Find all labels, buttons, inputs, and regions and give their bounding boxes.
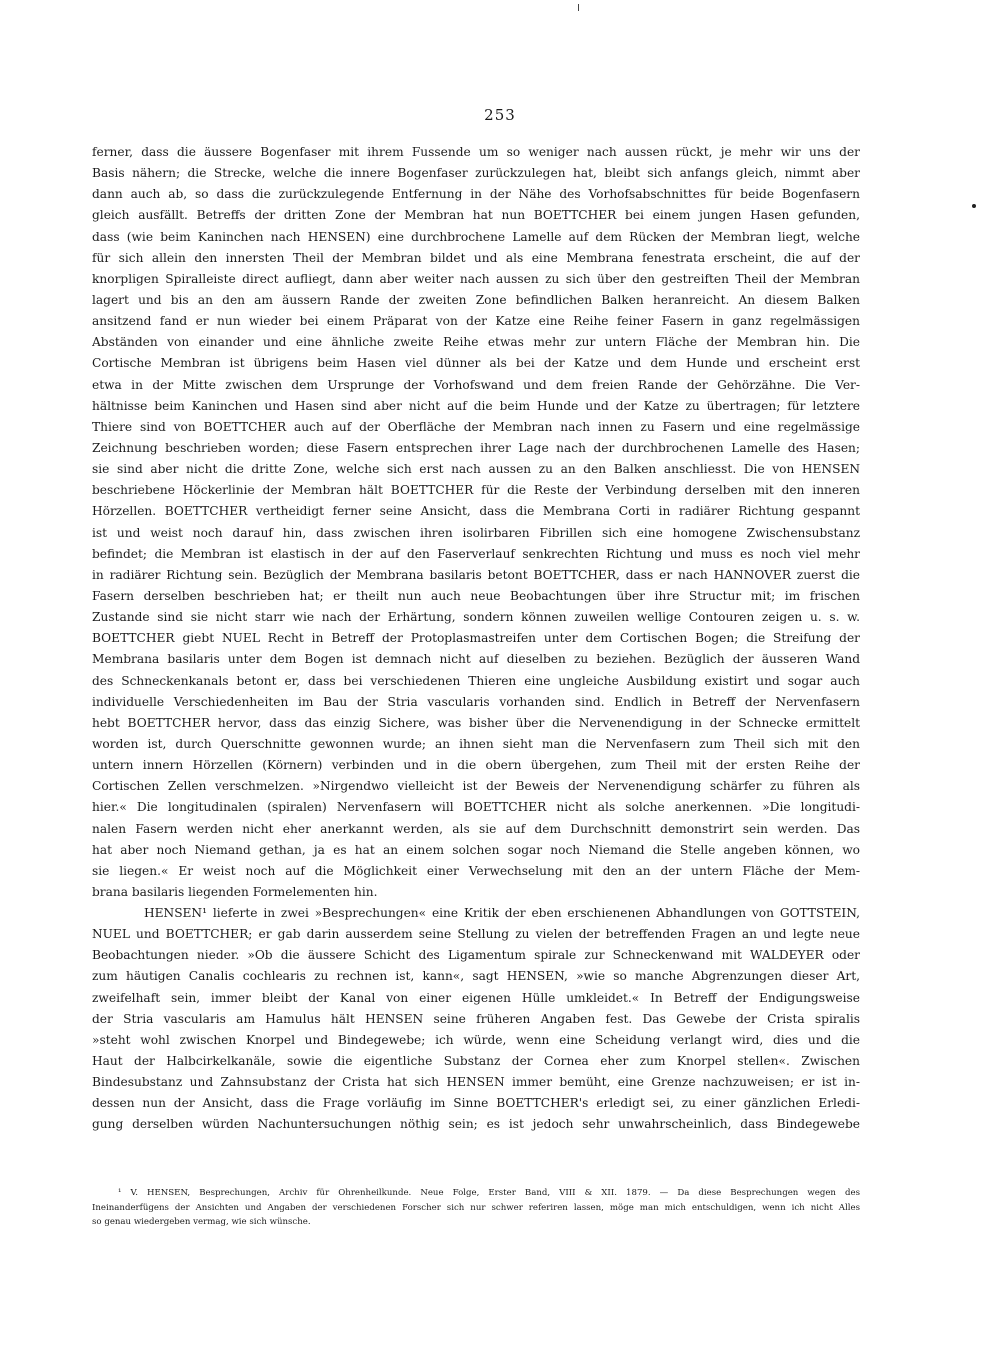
text-line: des Schneckenkanals betont er, dass bei verschiedenen Thieren eine ungleiche Ausbildung existirt und sogar auch <box>92 673 860 688</box>
text-line: worden ist, durch Querschnitte gewonnen wurde; an ihnen sieht man die Nervenfasern zum Theil sich mit den <box>92 736 860 751</box>
text-line: Basis nähern; die Strecke, welche die innere Bogenfaser zurückzulegen hat, bleibt sich anfangs gleich, nimmt aber <box>92 166 860 181</box>
text-line: Zustande sind sie nicht starr wie nach der Erhärtung, sondern können zuweilen wellige Contouren zeigen u. s. w. <box>92 610 860 625</box>
text-line: dass (wie beim Kaninchen nach HENSEN) eine durchbrochene Lamelle auf dem Rücken der Membran liegt, welche <box>92 229 860 244</box>
text-line: sie liegen.« Er weist noch auf die Möglichkeit einer Verwechselung mit den an der untern Fläche der Mem- <box>92 863 860 878</box>
text-line: Hörzellen. BOETTCHER vertheidigt ferner seine Ansicht, dass die Membrana Corti in radiärer Richtung gespannt <box>92 504 860 519</box>
footnote-line: Ineinanderfügens der Ansichten und Angaben der verschiedenen Forscher sich nur schwer referiren lassen, möge man mich entschuldigen, wenn ich nicht Alles <box>92 1202 860 1213</box>
page-number: 253 <box>484 106 516 124</box>
text-line: individuelle Verschiedenheiten im Bau der Stria vascularis vorhanden sind. Endlich in Betreff der Nervenfasern <box>92 694 860 709</box>
text-line: »steht wohl zwischen Knorpel und Bindegewebe; ich würde, wenn eine Scheidung verlangt wird, dies und die <box>92 1032 860 1047</box>
text-line: hier.« Die longitudinalen (spiralen) Nervenfasern will BOETTCHER nicht als solche anerkennen. »Die longitudi- <box>92 800 860 815</box>
text-line: zweifelhaft sein, immer bleibt der Kanal von einer eigenen Hülle umkleidet.« In Betreff der Endigungsweise <box>92 990 860 1005</box>
text-line: Beobachtungen nieder. »Ob die äussere Schicht des Ligamentum spirale zur Schneckenwand mit WALDEYER oder <box>92 948 860 963</box>
text-line: Bindesubstanz und Zahnsubstanz der Crista hat sich HENSEN immer bemüht, eine Grenze nachzuweisen; er ist in- <box>92 1075 860 1090</box>
text-line: zum häutigen Canalis cochlearis zu rechnen ist, kann«, sagt HENSEN, »wie so manche Abgrenzungen dieser Art, <box>92 969 860 984</box>
text-line: ferner, dass die äussere Bogenfaser mit ihrem Fussende um so weniger nach aussen rückt, je mehr wir uns der <box>92 145 860 159</box>
text-line: knorpligen Spiralleiste direct aufliegt, dann aber weiter nach aussen zu sich über den gestreiften Theil der Membran <box>92 271 860 286</box>
margin-dot <box>972 204 976 208</box>
text-line: Abständen von einander und eine ähnliche zweite Reihe etwas mehr zur untern Fläche der Membran hin. Die <box>92 335 860 350</box>
text-line: nalen Fasern werden nicht eher anerkannt werden, als sie auf dem Durchschnitt demonstrirt sein werden. Das <box>92 821 860 836</box>
text-line: beschriebene Höckerlinie der Membran hält BOETTCHER für die Reste der Verbindung derselben mit den inneren <box>92 483 860 498</box>
footnote-line: ¹ V. HENSEN, Besprechungen, Archiv für Ohrenheilkunde. Neue Folge, Erster Band, VIII & XII. 1879. — Da diese Besprechungen wegen des <box>118 1188 860 1198</box>
text-line: für sich allein den innersten Theil der Membran bildet und als eine Membrana fenestrata erscheint, die auf der <box>92 250 860 265</box>
text-line: Fasern derselben beschrieben hat; er theilt nun auch neue Beobachtungen über ihre Structur mit; im frischen <box>92 588 860 603</box>
body-text <box>92 142 860 1136</box>
text-line: gleich ausfällt. Betreffs der dritten Zone der Membran hat nun BOETTCHER bei einem jungen Hasen gefunden, <box>92 208 860 223</box>
text-line: lagert und bis an den am äussern Rande der zweiten Zone befindlichen Balken heranreicht. An diesem Balken <box>92 292 860 307</box>
text-line: ansitzend fand er nun wieder bei einem Präparat von der Katze eine Reihe feiner Fasern in ganz regelmässigen <box>92 314 860 329</box>
text-line: brana basilaris liegenden Formelementen hin. <box>92 884 378 899</box>
text-line: Membrana basilaris unter dem Bogen ist demnach nicht auf dieselben zu beziehen. Bezüglich der äusseren Wand <box>92 652 860 667</box>
text-line: Cortischen Zellen verschmelzen. »Nirgendwo vielleicht ist der Beweis der Nervenendigung schärfer zu führen als <box>92 779 860 794</box>
text-line: BOETTCHER giebt NUEL Recht in Betreff der Protoplasmastreifen unter dem Cortischen Bogen; die Streifung der <box>92 631 860 646</box>
text-line: Cortische Membran ist übrigens beim Hasen viel dünner als bei der Katze und dem Hunde und erscheint erst <box>92 356 860 371</box>
text-line: Thiere sind von BOETTCHER auch auf der Oberfläche der Membran nach innen zu Fasern und eine regelmässige <box>92 419 860 434</box>
text-line: untern innern Hörzellen (Körnern) verbinden und in die obern übergehen, zum Theil mit der ersten Reihe der <box>92 758 860 773</box>
text-line: gung derselben würden Nachuntersuchungen nöthig sein; es ist jedoch sehr unwahrscheinlich, dass Bindegewebe <box>92 1117 860 1132</box>
text-line: sie sind aber nicht die dritte Zone, welche sich erst nach aussen zu an den Balken anschliesst. Die von HENSEN <box>92 462 860 477</box>
text-line: NUEL und BOETTCHER; er gab darin ausserdem seine Stellung zu vielen der betreffenden Fragen an und legte neue <box>92 927 860 942</box>
text-line: hältnisse beim Kaninchen und Hasen sind aber nicht auf die beim Hunde und der Katze zu übertragen; für letztere <box>92 398 860 413</box>
text-line: der Stria vascularis am Hamulus hält HENSEN seine früheren Angaben fest. Das Gewebe der Crista spiralis <box>92 1011 860 1026</box>
footnote <box>92 1186 860 1230</box>
text-line: hat aber noch Niemand gethan, ja es hat an einem solchen sogar noch Niemand die Stelle angeben können, wo <box>92 842 860 857</box>
footnote-line: so genau wiedergeben vermag, wie sich wünsche. <box>92 1217 311 1227</box>
text-line: hebt BOETTCHER hervor, dass das einzig Sichere, was bisher über die Nervenendigung in der Schnecke ermittelt <box>92 715 860 730</box>
text-line: in radiärer Richtung sein. Bezüglich der Membrana basilaris betont BOETTCHER, dass er nach HANNOVER zuerst die <box>92 567 860 582</box>
scan-mark <box>578 4 579 11</box>
text-line: dessen nun der Ansicht, dass die Frage vorläufig im Sinne BOETTCHER's erledigt sei, zu einer gänzlichen Erledi- <box>92 1096 860 1111</box>
text-line: dann auch ab, so dass die zurückzulegende Entfernung in der Nähe des Vorhofsabschnittes für beide Bogenfasern <box>92 187 860 202</box>
text-line: etwa in der Mitte zwischen dem Ursprunge der Vorhofswand und dem freien Rande der Gehörzähne. Die Ver- <box>92 377 860 392</box>
text-line: Zeichnung beschrieben worden; diese Fasern entsprechen ihrer Lage nach der durchbrochenen Lamelle des Hasen; <box>92 440 860 455</box>
text-line: befindet; die Membran ist elastisch in der auf den Faserverlauf senkrechten Richtung und muss es noch viel mehr <box>92 546 860 561</box>
text-line: Haut der Halbcirkelkanäle, sowie die eigentliche Substanz der Cornea eher zum Knorpel stellen«. Zwischen <box>92 1054 860 1069</box>
text-line: ist und weist noch darauf hin, dass zwischen ihren isolirbaren Fibrillen sich eine homogene Zwischensubstanz <box>92 525 860 540</box>
text-line: HENSEN¹ lieferte in zwei »Besprechungen« eine Kritik der eben erschienenen Abhandlungen von GOTTSTEIN, <box>144 906 860 921</box>
